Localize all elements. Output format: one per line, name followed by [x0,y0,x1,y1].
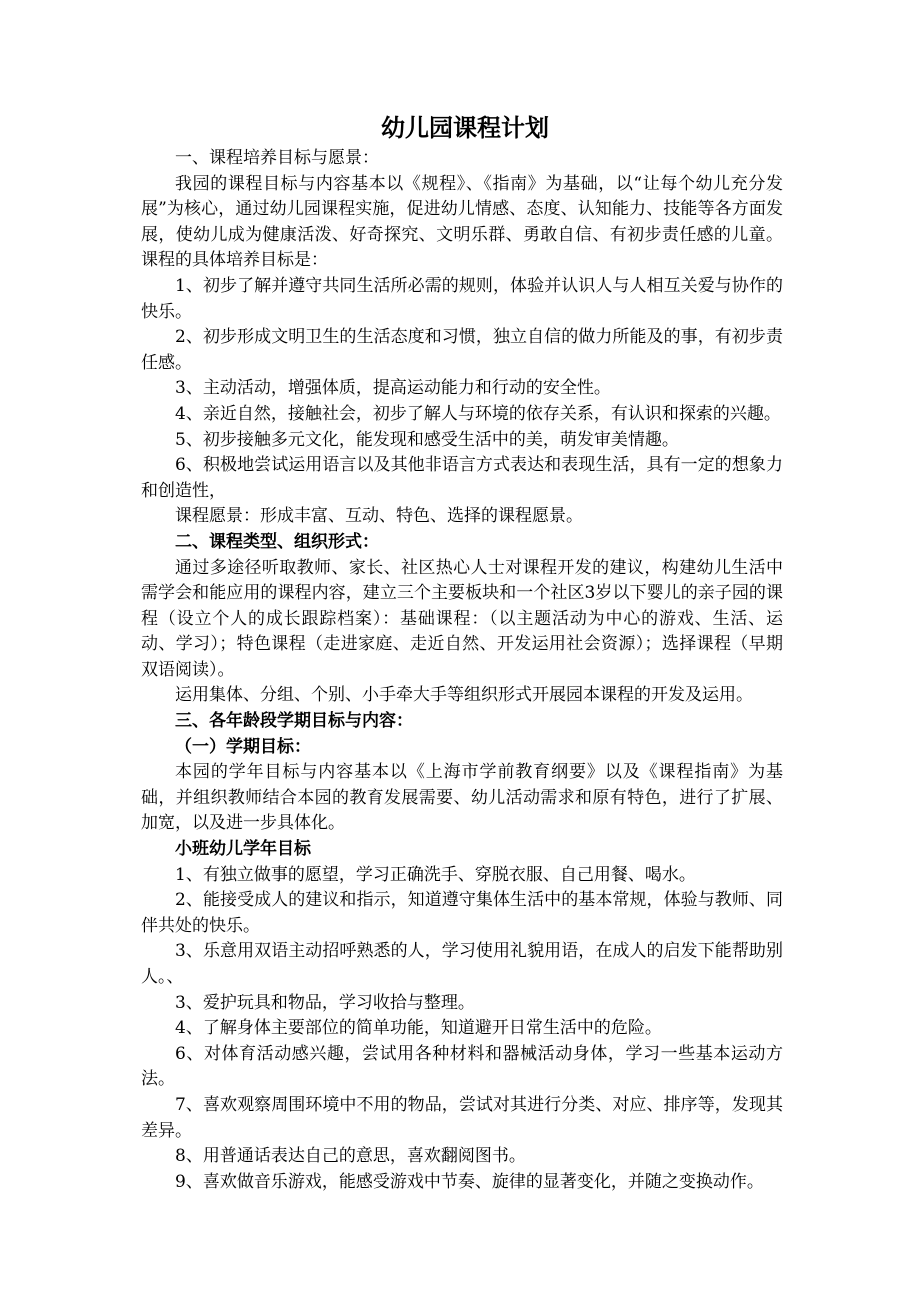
small-class-goal-9: 9、喜欢做音乐游戏，能感受游戏中节奏、旋律的显著变化，并随之变换动作。 [175,1171,764,1192]
document-body [141,112,783,1195]
paragraph-semester-goals: 本园的学年目标与内容基本以《上海市学前教育纲要》以及《课程指南》为基础，并组织教师结合本园的教育发展需要、幼儿活动需求和原有特色，进行了扩展、加宽，以及进一步具体化。 [141,762,783,834]
document-title: 幼儿园课程计划 [381,114,549,142]
small-class-goal-7: 7、喜欢观察周围环境中不用的物品，尝试对其进行分类、对应、排序等，发现其差异。 [141,1094,783,1141]
paragraph-organization-forms: 运用集体、分组、个别、小手牵大手等组织形式开展园本课程的开发及运用。 [175,685,753,706]
paragraph-goals-intro: 我园的课程目标与内容基本以《规程》、《指南》为基础，以“让每个幼儿充分发展”为核心，通过幼儿园课程实施，促进幼儿情感、态度、认知能力、技能等各方面发展，使幼儿成为健康活泼、好奇探究、文明乐群、勇敢自信、有初步责任感的儿童。课程的具体培养目标是： [141,173,783,271]
goal-item-2: 2、初步形成文明卫生的生活态度和习惯，独立自信的做力所能及的事，有初步责任感。 [141,327,783,373]
heading-section-2: 二、课程类型、组织形式： [175,531,379,552]
heading-section-1: 一、课程培养目标与愿景： [175,148,379,168]
small-class-goal-1: 1、有独立做事的愿望，学习正确洗手、穿脱衣服、自己用餐、喝水。 [175,864,696,885]
goal-item-6: 6、积极地尝试运用语言以及其他非语言方式表达和表现生活，具有一定的想象力和创造性， [141,455,783,501]
paragraph-curriculum-types: 通过多途径听取教师、家长、社区热心人士对课程开发的建议，构建幼儿生活中需学会和能应用的课程内容，建立三个主要板块和一个社区3岁以下婴儿的亲子园的课程（设立个人的成长跟踪档案）：基础课程：（以主题活动为中心的游戏、生活、运动、学习）；特色课程（走进家庭、走近自然、开发运用社会资源）；选择课程（早期双语阅读）。 [141,557,783,680]
small-class-goal-8: 8、用普通话表达自己的意思，喜欢翻阅图书。 [175,1146,526,1167]
small-class-goal-2: 2、能接受成人的建议和指示，知道遵守集体生活中的基本常规，体验与教师、同伴共处的快乐。 [141,890,783,936]
heading-section-3: 三、各年龄段学期目标与内容： [175,711,413,732]
curriculum-vision: 课程愿景：形成丰富、互动、特色、选择的课程愿景。 [175,506,583,527]
small-class-goal-6: 6、对体育活动感兴趣，尝试用各种材料和器械活动身体，学习一些基本运动方法。 [141,1043,783,1090]
goal-item-4: 4、亲近自然，接触社会，初步了解人与环境的依存关系，有认识和探索的兴趣。 [175,403,781,424]
small-class-goal-3: 3、乐意用双语主动招呼熟悉的人，学习使用礼貌用语，在成人的启发下能帮助别人。、 [141,941,783,987]
small-class-goal-4: 4、了解身体主要部位的简单功能，知道避开日常生活中的危险。 [175,1018,662,1039]
small-class-goal-3b: 3、爱护玩具和物品，学习收拾与整理。 [175,992,475,1013]
goal-item-1: 1、初步了解并遵守共同生活所必需的规则，体验并认识人与人相互关爱与协作的快乐。 [141,275,783,322]
goal-item-5: 5、初步接触多元文化，能发现和感受生活中的美，萌发审美情趣。 [175,429,679,450]
goal-item-3: 3、主动活动，增强体质，提高运动能力和行动的安全性。 [175,378,611,399]
subheading-semester-goals: （一）学期目标： [175,736,311,757]
subheading-small-class: 小班幼儿学年目标 [175,839,311,860]
